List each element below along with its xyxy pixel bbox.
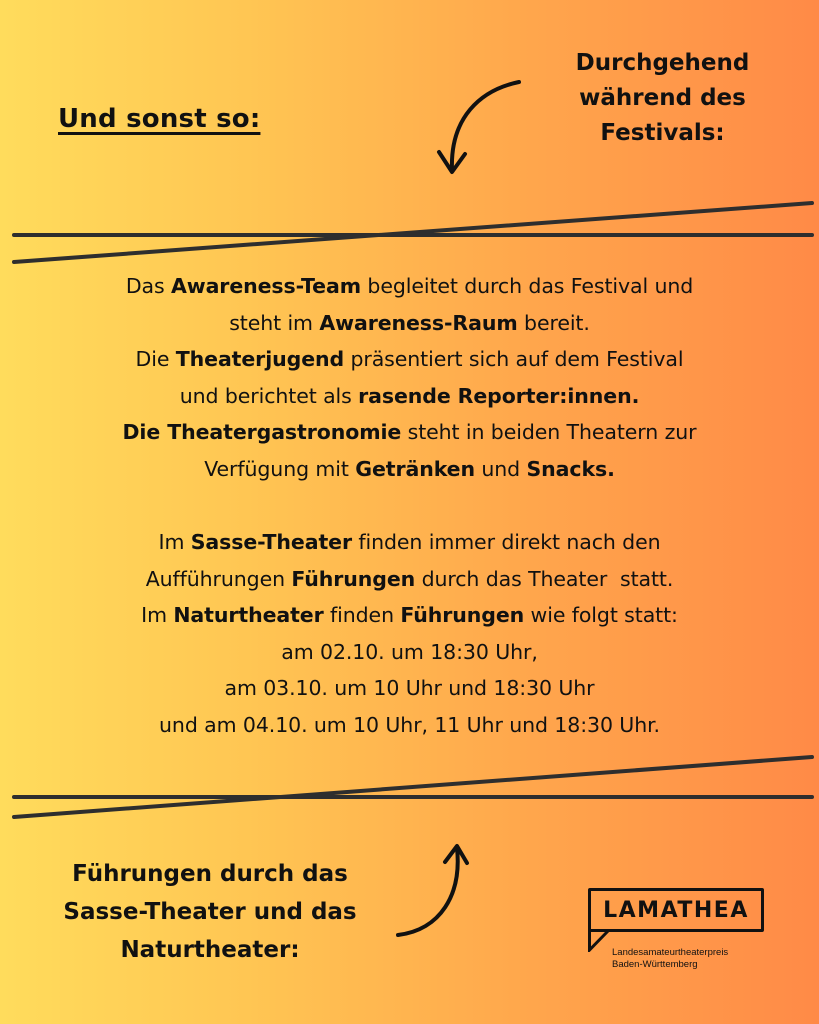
curved-arrow-down-icon xyxy=(439,82,519,172)
tour-date-line: am 03.10. um 10 Uhr und 18:30 Uhr xyxy=(224,676,595,700)
text-line: Das Awareness-Team begleitet durch das Festival und xyxy=(125,274,694,298)
heading-durchgehend xyxy=(545,46,780,151)
text-line: Im Sasse-Theater finden immer direkt nach den xyxy=(158,530,661,554)
paragraph-tours xyxy=(20,524,799,743)
paragraph-services xyxy=(20,268,799,487)
heading-durchgehend-line: Festivals: xyxy=(600,120,725,146)
heading-fuehrungen xyxy=(20,855,400,969)
text-line: Verfügung mit Getränken und Snacks. xyxy=(204,456,615,481)
heading-fuehrungen-line: Sasse-Theater und das xyxy=(63,899,357,925)
main-text xyxy=(20,268,799,743)
heading-durchgehend-line: Durchgehend xyxy=(575,50,750,76)
lamathea-logo xyxy=(588,888,768,978)
text-line: Im Naturtheater finden Führungen wie folgt statt: xyxy=(141,603,678,627)
logo-subtitle-line: Landesamateurtheaterpreis xyxy=(612,947,729,958)
heading-fuehrungen-line: Naturtheater: xyxy=(120,937,300,963)
logo-wordmark: LAMATHEA xyxy=(588,888,764,932)
text-line: Die Theatergastronomie steht in beiden Theatern zur xyxy=(122,420,697,444)
heading-fuehrungen-line: Führungen durch das xyxy=(72,861,348,887)
text-line: Die Theaterjugend präsentiert sich auf dem Festival xyxy=(135,347,684,371)
curved-arrow-up-icon xyxy=(398,846,467,935)
text-line: Aufführungen Führungen durch das Theater statt. xyxy=(145,566,674,591)
logo-subtitle-line: Baden-Württemberg xyxy=(612,959,698,970)
tour-date-line: und am 04.10. um 10 Uhr, 11 Uhr und 18:30 Uhr. xyxy=(159,712,660,737)
heading-durchgehend-line: während des xyxy=(579,85,746,111)
top-slanted-line xyxy=(14,203,812,262)
text-line: und berichtet als rasende Reporter:innen. xyxy=(179,383,640,408)
text-line: steht im Awareness-Raum bereit. xyxy=(229,310,590,335)
logo-subtitle xyxy=(612,947,728,971)
bottom-slanted-line xyxy=(14,757,812,817)
heading-und-sonst-so: Und sonst so: xyxy=(58,104,261,134)
tour-date-line: am 02.10. um 18:30 Uhr, xyxy=(281,639,538,664)
